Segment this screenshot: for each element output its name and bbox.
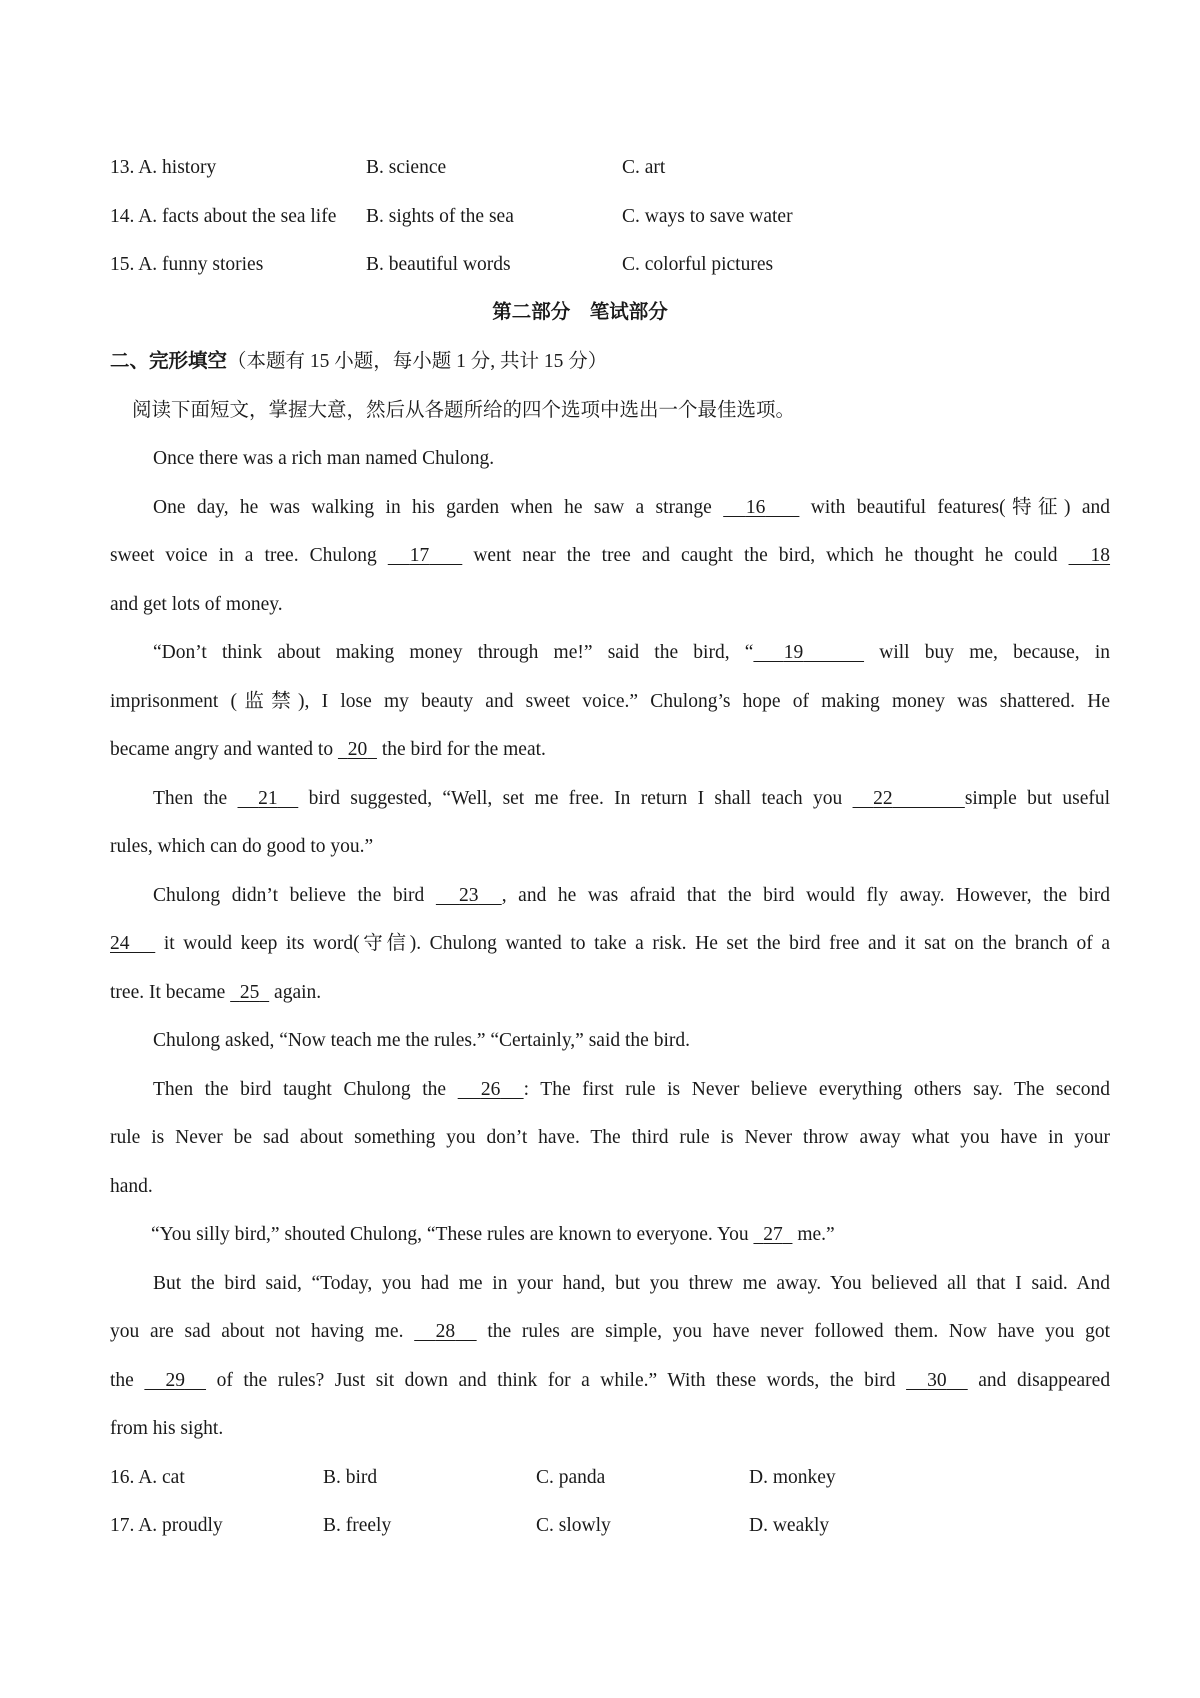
blank-19 xyxy=(753,642,864,663)
blank-17 xyxy=(388,545,463,566)
question-number: 17. xyxy=(110,1515,135,1536)
passage-line: from his sight. xyxy=(110,1418,224,1439)
question-16-options xyxy=(110,1465,185,1491)
passage-text: the bird for the meat. xyxy=(381,739,546,760)
passage-text: the xyxy=(110,1370,134,1391)
blank-23 xyxy=(436,885,502,906)
blank-number: 27 xyxy=(763,1224,783,1245)
question-number: 14. xyxy=(110,206,135,227)
passage-text: Then the xyxy=(153,788,228,809)
section-heading xyxy=(110,349,607,375)
passage-line xyxy=(153,640,1110,666)
passage-line xyxy=(110,543,1110,569)
blank-number: 21 xyxy=(258,788,278,809)
passage-text: “You silly bird,” shouted Chulong, “These rules are known to everyone. You xyxy=(151,1224,749,1245)
blank-number: 23 xyxy=(459,885,479,906)
passage-line xyxy=(153,495,1110,521)
passage-line: But the bird said, “Today, you had me in your hand, but you threw me away. You believed all that I said. And xyxy=(153,1273,1110,1294)
blank-number: 29 xyxy=(165,1370,185,1391)
passage-text: One day, he was walking in his garden when he saw a strange xyxy=(153,497,712,518)
passage-text: , and he was afraid that the bird would fly away. However, the bird xyxy=(501,885,1110,906)
passage-text: Then the bird taught Chulong the xyxy=(153,1079,447,1100)
blank-28 xyxy=(414,1321,476,1342)
question-17-options xyxy=(110,1513,223,1539)
passage-line xyxy=(110,737,546,763)
passage-text: will buy me, because, in xyxy=(879,642,1111,663)
blank-number: 16 xyxy=(745,497,766,518)
passage-text: “Don’t think about making money through me!” said the bird, “ xyxy=(153,642,754,663)
blank-21 xyxy=(238,788,299,809)
question-number: 16. xyxy=(110,1467,135,1488)
passage-line xyxy=(151,1222,835,1248)
instructions: 阅读下面短文，掌握大意，然后从各题所给的四个选项中选出一个最佳选项。 xyxy=(132,400,796,421)
option-a: A. cat xyxy=(138,1467,185,1488)
blank-number: 25 xyxy=(239,982,260,1003)
passage-text: you are sad about not having me. xyxy=(110,1321,404,1342)
passage-line: rule is Never be sad about something you don’t have. The third rule is Never throw away what you have in your xyxy=(110,1127,1110,1148)
passage-line xyxy=(153,786,1110,812)
passage-text: the rules are simple, you have never followed them. Now have you got xyxy=(487,1321,1111,1342)
question-number: 15. xyxy=(110,254,135,275)
option-a: A. facts about the sea life xyxy=(138,206,337,227)
blank-25 xyxy=(230,982,269,1003)
question-14-options xyxy=(110,204,336,230)
option-a: A. history xyxy=(138,157,217,178)
blank-number: 26 xyxy=(480,1079,501,1100)
blank-27 xyxy=(753,1224,792,1245)
passage-line xyxy=(110,1319,1110,1345)
section-heading-label: 二、完形填空 xyxy=(110,351,228,372)
passage-line: rules, which can do good to you.” xyxy=(110,836,374,857)
blank-number: 18 xyxy=(1090,545,1111,566)
passage-line xyxy=(153,883,1110,909)
passage-line: hand. xyxy=(110,1176,153,1197)
option-d: D. weakly xyxy=(749,1515,830,1536)
option-b: B. bird xyxy=(323,1467,378,1488)
section-heading-detail: （本题有 15 小题，每小题 1 分, 共计 15 分） xyxy=(227,351,608,372)
option-d: D. monkey xyxy=(749,1467,836,1488)
blank-30 xyxy=(906,1370,968,1391)
blank-20 xyxy=(338,739,377,760)
option-a: A. proudly xyxy=(138,1515,223,1536)
blank-18 xyxy=(1069,545,1111,566)
option-b: B. beautiful words xyxy=(366,254,511,275)
passage-text: went near the tree and caught the bird, which he thought he could xyxy=(473,545,1058,566)
passage-text: it would keep its word(守信). Chulong wanted to take a risk. He set the bird free and it sat on the branch of a xyxy=(163,933,1111,954)
blank-24 xyxy=(110,933,155,954)
option-b: B. science xyxy=(366,157,447,178)
passage-line: and get lots of money. xyxy=(110,594,283,615)
blank-number: 19 xyxy=(783,642,804,663)
question-15-options xyxy=(110,252,263,278)
option-c: C. ways to save water xyxy=(622,206,793,227)
passage-text: sweet voice in a tree. Chulong xyxy=(110,545,377,566)
passage-text: and disappeared xyxy=(978,1370,1111,1391)
blank-number: 20 xyxy=(347,739,368,760)
passage-text: Chulong didn’t believe the bird xyxy=(153,885,425,906)
passage-line xyxy=(153,1077,1110,1103)
passage-text: became angry and wanted to xyxy=(110,739,334,760)
blank-number: 17 xyxy=(409,545,430,566)
question-number: 13. xyxy=(110,157,135,178)
option-c: C. colorful pictures xyxy=(622,254,774,275)
blank-16 xyxy=(723,497,799,518)
passage-text: tree. It became xyxy=(110,982,226,1003)
option-b: B. sights of the sea xyxy=(366,206,514,227)
option-a: A. funny stories xyxy=(138,254,264,275)
blank-29 xyxy=(144,1370,206,1391)
blank-number: 22 xyxy=(873,788,893,809)
blank-22 xyxy=(853,788,965,809)
option-c: C. art xyxy=(622,157,666,178)
blank-26 xyxy=(458,1079,524,1100)
passage-text: : The first rule is Never believe everything others say. The second xyxy=(523,1079,1111,1100)
blank-number: 30 xyxy=(927,1370,947,1391)
option-c: C. slowly xyxy=(536,1515,611,1536)
part-two-title: 第二部分 笔试部分 xyxy=(492,302,668,323)
passage-text: of the rules? Just sit down and think for a while.” With these words, the bird xyxy=(216,1370,896,1391)
passage-text: again. xyxy=(274,982,322,1003)
passage-line xyxy=(110,931,1110,957)
passage-paragraph-1: Once there was a rich man named Chulong. xyxy=(153,448,495,469)
passage-line: imprisonment (监禁), I lose my beauty and sweet voice.” Chulong’s hope of making money was shattered. He xyxy=(110,691,1110,712)
blank-number: 28 xyxy=(435,1321,456,1342)
option-b: B. freely xyxy=(323,1515,392,1536)
option-c: C. panda xyxy=(536,1467,606,1488)
passage-text: simple but useful xyxy=(964,788,1111,809)
passage-line: Chulong asked, “Now teach me the rules.” “Certainly,” said the bird. xyxy=(153,1030,690,1051)
passage-text: bird suggested, “Well, set me free. In return I shall teach you xyxy=(308,788,843,809)
passage-text: me.” xyxy=(797,1224,835,1245)
question-13-options xyxy=(110,155,216,181)
passage-line xyxy=(110,1368,1110,1394)
blank-number: 24 xyxy=(110,933,130,954)
passage-text: with beautiful features(特征) and xyxy=(810,497,1111,518)
passage-line xyxy=(110,980,321,1006)
